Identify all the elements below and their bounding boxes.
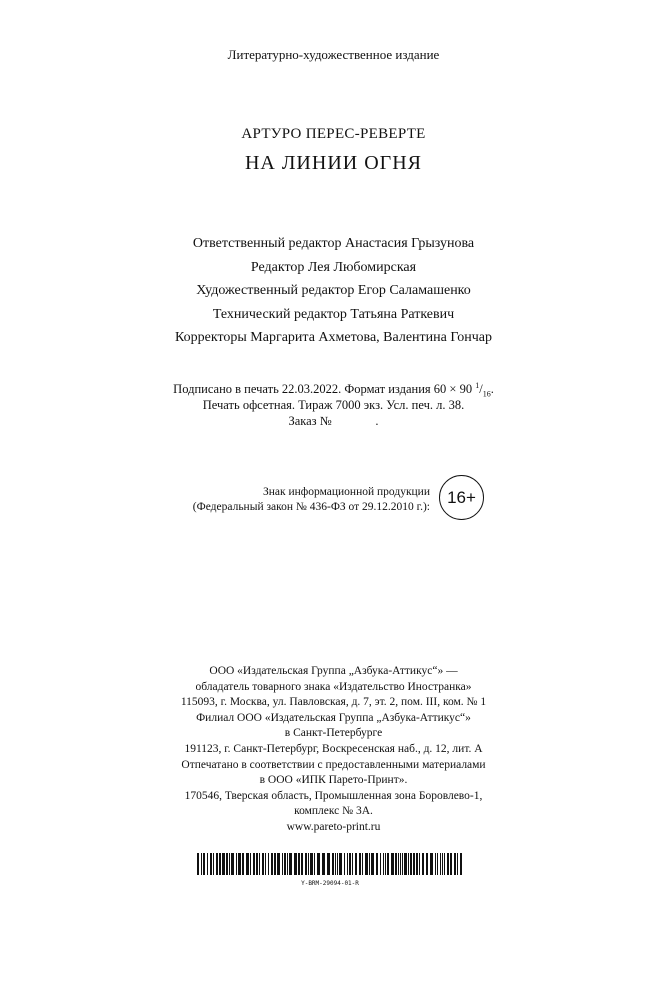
barcode-bar (430, 853, 433, 875)
barcode-bar (450, 853, 452, 875)
barcode-bar (400, 853, 401, 875)
barcode-bar (203, 853, 205, 875)
barcode-bar (242, 853, 244, 875)
barcode-bar (380, 853, 381, 875)
credit-line: Редактор Лея Любомирская (250, 259, 417, 275)
barcode-bar (216, 853, 218, 875)
barcode-bar (262, 853, 264, 875)
barcode-bar (298, 853, 300, 875)
barcode-bar (259, 853, 260, 875)
barcode-bar (207, 853, 208, 875)
barcode-bar (265, 853, 266, 875)
barcode-bar (308, 853, 309, 875)
barcode-bar (231, 853, 234, 875)
barcode-bar (337, 853, 338, 875)
barcode-bar (327, 853, 330, 875)
barcode-bar (422, 853, 424, 875)
barcode-bar (197, 853, 199, 875)
barcode-bar (402, 853, 403, 875)
barcode-bar (457, 853, 458, 875)
barcode-bar (365, 853, 368, 875)
info-sign-line-2: (Федеральный закон № 436-ФЗ от 29.12.2010 г.): (192, 501, 430, 513)
barcode-bar (344, 853, 345, 875)
barcode-bar (416, 853, 418, 875)
fraction-denominator: 16 (482, 389, 491, 399)
print-format-text: Подписано в печать 22.03.2022. Формат издания 60 × 90 (173, 382, 476, 396)
fraction-numerator: 1 (475, 380, 480, 390)
publisher-website: www.pareto-print.ru (286, 820, 381, 833)
barcode-bar (376, 853, 378, 875)
barcode-label: Y-BRM-29094-01-R (301, 880, 359, 887)
barcode-bar (246, 853, 249, 875)
barcode-bar (301, 853, 303, 875)
publisher-line: обладатель товарного знака «Издательство Иностранка» (195, 680, 472, 693)
barcode-bar (355, 853, 357, 875)
barcode-bar (250, 853, 251, 875)
barcode-bar (219, 853, 221, 875)
barcode-bar (444, 853, 445, 875)
publisher-line: ООО «Издательская Группа „Азбука-Аттикус“» — (209, 665, 458, 677)
barcode-bar (413, 853, 415, 875)
barcode-bar (322, 853, 325, 875)
barcode-bar (362, 853, 363, 875)
barcode-bar (284, 853, 286, 875)
barcode-bar (371, 853, 374, 875)
barcode-bar (222, 853, 225, 875)
barcode-bar (236, 853, 237, 875)
age-rating-value: 16+ (447, 487, 476, 507)
fraction-separator: / (479, 382, 483, 396)
print-info (0, 381, 667, 429)
barcode-bar (352, 853, 353, 875)
edition-type: Литературно-художественное издание (227, 47, 440, 62)
barcode-bar (238, 853, 241, 875)
publisher-line: 170546, Тверская область, Промышленная зона Боровлево-1, (184, 789, 483, 802)
barcode-bar (426, 853, 428, 875)
author-name: АРТУРО ПЕРЕС-РЕВЕРТЕ (241, 126, 426, 142)
print-format-end: . (490, 382, 494, 396)
publisher-line: Филиал ООО «Издательская Группа „Азбука-Аттикус“» (196, 711, 471, 724)
credits-list (0, 232, 667, 350)
print-info-line-3: Заказ № . (288, 414, 379, 428)
barcode-bar (440, 853, 441, 875)
credit-line: Ответственный редактор Анастасия Грызунова (192, 236, 475, 251)
barcode (197, 853, 463, 875)
barcode-bar (383, 853, 384, 875)
publisher-line: в ООО «ИПК Парето-Принт». (259, 774, 408, 787)
barcode-bar (404, 853, 407, 875)
barcode-bar (385, 853, 386, 875)
barcode-bar (213, 853, 214, 875)
credit-line: Технический редактор Татьяна Раткевич (212, 306, 455, 322)
barcode-bar (391, 853, 394, 875)
barcode-bar (419, 853, 420, 875)
publisher-line: Отпечатано в соответствии с предоставленными материалами (181, 758, 486, 771)
barcode-bar (387, 853, 389, 875)
barcode-bar (229, 853, 230, 875)
barcode-bar (305, 853, 307, 875)
barcode-bar (226, 853, 228, 875)
publisher-line: в Санкт-Петербурге (284, 727, 383, 740)
barcode-bar (437, 853, 438, 875)
book-title: НА ЛИНИИ ОГНЯ (244, 152, 422, 174)
barcode-bar (359, 853, 361, 875)
barcode-bar (294, 853, 297, 875)
barcode-bar (210, 853, 212, 875)
credit-line: Корректоры Маргарита Ахметова, Валентина Гончар (175, 330, 492, 345)
barcode-bar (454, 853, 456, 875)
publisher-info (0, 664, 667, 836)
print-info-line-1 (0, 381, 667, 397)
barcode-bar (253, 853, 255, 875)
barcode-bar (369, 853, 370, 875)
barcode-bar (289, 853, 292, 875)
barcode-bar (271, 853, 273, 875)
barcode-bar (408, 853, 409, 875)
barcode-bar (310, 853, 313, 875)
barcode-bar (335, 853, 336, 875)
barcode-bar (349, 853, 351, 875)
age-rating-badge (439, 475, 484, 520)
barcode-bar (332, 853, 334, 875)
barcode-bar (435, 853, 436, 875)
barcode-bar (256, 853, 258, 875)
barcode-bar (201, 853, 202, 875)
print-info-line-2: Печать офсетная. Тираж 7000 экз. Усл. печ. л. 38. (202, 398, 465, 412)
info-sign-text (160, 485, 430, 515)
info-sign-line-1: Знак информационной продукции (263, 486, 430, 498)
barcode-bar (398, 853, 399, 875)
barcode-bar (410, 853, 412, 875)
credit-line: Художественный редактор Егор Саламашенко (196, 283, 471, 298)
barcode-bar (314, 853, 315, 875)
barcode-bar (274, 853, 276, 875)
barcode-bar (339, 853, 342, 875)
barcode-bar (287, 853, 288, 875)
barcode-bar (317, 853, 320, 875)
barcode-bar (282, 853, 283, 875)
barcode-bar (442, 853, 443, 875)
publisher-line: 115093, г. Москва, ул. Павловская, д. 7, эт. 2, пом. III, ком. № 1 (180, 696, 487, 709)
publisher-line: 191123, г. Санкт-Петербург, Воскресенская наб., д. 12, лит. А (184, 742, 483, 755)
barcode-bar (347, 853, 348, 875)
barcode-bar (447, 853, 449, 875)
barcode-bar (268, 853, 269, 875)
barcode-bar (277, 853, 280, 875)
barcode-bar (395, 853, 397, 875)
publisher-line: комплекс № 3А. (294, 805, 373, 818)
barcode-bar (460, 853, 462, 875)
